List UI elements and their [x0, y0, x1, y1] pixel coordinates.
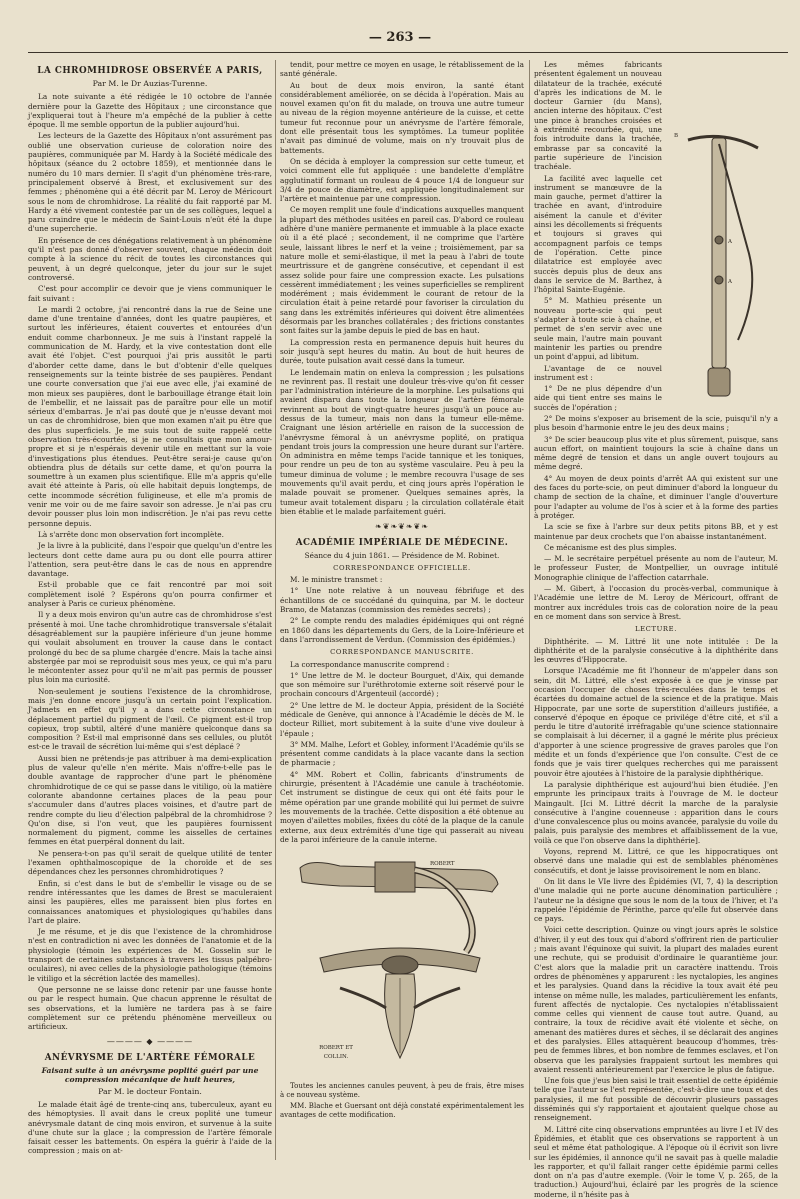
paragraph: Est-il probable que ce fait rencontré par moi soit complètement isolé ? Espérons qu'on pourra confirmer et analyser à Paris ce curieux phénomène. [28, 580, 272, 609]
paragraph: Ne pensera-t-on pas qu'il serait de quelque utilité de tenter l'examen ophthalmoscopique de la choroïde et de ses dépendances chez les personnes chromhidrotiques ? [28, 848, 272, 877]
paragraph: La scie se fixe à l'arbre sur deux petits pitons BB, et y est maintenue par deux crochets que l'on abaisse instantanément. [534, 522, 778, 541]
paragraph: 4° MM. Robert et Collin, fabricants d'instruments de chirurgie, présentent à l'Académie une canule à trachéotomie. Cet instrument se distingue de ceux qui ont été faits pour le même opération par une grande mobilité qui lui permet de suivre les mouvements de la trachée. Cette disposition a été obtenue au moyen d'ailettes mobiles, fixées du côté de la plaque de la canule externe, aux deux extrémités d'une tige qui passerait au niveau de la paroi inférieure de la canule interne. [280, 769, 524, 844]
paragraph: Lorsque l'Académie me fit l'honneur de m'appeler dans son sein, dit M. Littré, elle s'est exposée à ce que je vinsse par occasion l'occuper de choses très-reculées dans le temps et écartées du domaine actuel de la science et de la pratique. Mais Hippocrate, par une sorte de superstition d'ailleurs justifiée, a conservé d'époque en époque ce privilége d'être cité, et s'il a perdu le titre d'autorité irréfragable qu'une science stationnaire se complaisait à lui décerner, il a gagné le mérite plus précieux d'apporter à une science progressive de graves paroles que l'on médite et un fonds d'expérience que l'on consulte. C'est de ce fonds que je vais tirer quelques recherches qui me paraissent pouvoir être ajoutées à l'histoire de la paralysie diphthérique. [534, 666, 778, 778]
paragraph: On lit dans le VIe livre des Épidémies (VI, 7, 4) la description d'une maladie qui ne porte aucune dénomination particulière ; l'auteur ne la désigne que sous le nom de la toux de l'hiver, et l'a rappelée l'épidémie de Périnthe, parce qu'elle fut observée dans ce pays. [534, 876, 778, 924]
paragraph: Voyons, reprend M. Littré, ce que les hippocratiques ont observé dans une maladie qui est de semblables phénomènes consécutifs, et dont je laisse provisoirement le nom en blanc. [534, 847, 778, 875]
paragraph: Là s'arrête donc mon observation fort incomplète. [38, 529, 224, 539]
paragraph: Le lendemain matin on enleva la compression ; les pulsations ne revinrent pas. Il restait une douleur très-vive qu'on fit cesser par l'administration intérieure de la morphine. Les pulsations qui avaient disparu dans toute la longueur de l'artère fémorale revinrent au bout de vingt-quatre heures jusqu'à un pouce au-dessus de la tumeur, mais non dans la tumeur elle-même. Craignant une lésion artérielle en raison de la succession de l'anévrysme fémoral à un anévrysme poplité, on pratiqua pendant trois jours la compression une heure durant sur l'artère. On administra en même temps l'acide tannique et les toniques, pour rendre un peu de ton au système vasculaire. Peu à peu la tumeur diminua de volume ; le membre recouvra l'usage de ses mouvements qu'il avait perdu, et cinq jours après l'opération le malade pouvait se promener. Quelques semaines après, la tumeur avait totalement disparu ; la circulation collatérale était bien établie et le malade parfaitement guéri. [280, 367, 524, 516]
paragraph: La correspondance manuscrite comprend : [290, 659, 450, 669]
seance-line: Séance du 4 juin 1861. — Présidence de M. Robinet. [304, 550, 500, 560]
figure-label: B [673, 133, 678, 139]
article-body [280, 60, 524, 516]
caption-line: Toutes les anciennes canules peuvent, à peu de frais, être mises à ce nouveau système. [280, 1082, 524, 1100]
paragraph: C'est pour accomplir ce devoir que je viens communiquer le fait suivant : [28, 284, 272, 303]
paragraph: M. Littré cite cinq observations empruntées au livre I et IV des Épidémies, et établit que ces observations se rapportent à un seul et même état pathologique. A l'époque où il écrivit son livre sur les épidémies, il annonce qu'il ne savait pas à quelle maladie les rapporter, et qu'il fallait ranger cette épidémie parmi celles dont on n'a pas d'autre exemple. (Voir le tome V, p. 265, de la traduction.) Aujourd'hui, éclairé par les progrès de la science moderne, il n'hésite pas à [534, 1124, 778, 1199]
paragraph: On se décida à employer la compression sur cette tumeur, et voici comment elle fut appliquée : une bandelette d'emplâtre agglutinatif formant un rouleau de 4 pouce 1/4 de longueur sur 3/4 de pouce de diamètre, est appliquée longitudinalement sur l'artère et maintenue par une compression. [280, 156, 524, 204]
paragraph: — M. le secrétaire perpétuel présente au nom de l'auteur, M. le professeur Fuster, de Montpellier, un ouvrage intitulé Monographie clinique de l'affection catarrhale. [534, 554, 778, 582]
column-divider [529, 60, 530, 1160]
ornament-rule: ———— ◆ ———— [106, 1037, 194, 1047]
paragraph: 3° MM. Malhe, Lefort et Gobley, informent l'Académie qu'ils se présentent comme candidats à la place vacante dans la section de pharmacie ; [280, 739, 524, 768]
paragraph: Je me résume, et je dis que l'existence de la chromhidrose n'est en contradiction ni avec les données de l'anatomie et de la physiologie (témoin les expériences de M. Gosselin sur le transport de certaines substances à travers les tissus palpébro-oculaires), ni avec celles de la physiologie pathologique (témoins le vitiligo et la sécrétion lactée des mamelles). [28, 927, 272, 983]
paragraph: Aussi bien ne prétends-je pas attribuer à ma demi-explication plus de valeur qu'elle n'en mérite. Mais n'offre-t-elle pas le double avantage de rapprocher d'une part le phénomène chromhidrotique de ce qui se passe dans le vitiligo, où la matière colorante abandonne certaines places de la peau pour s'accumuler dans d'autres places voisines, et d'autre part de rendre compte du lieu d'élection palpébral de la chromhidrose ? Qu'on dise, si l'on veut, que les paupières fournissent normalement du pigment, comme les aisselles de certaines femmes en état puerpéral donnent du lait. [28, 753, 272, 847]
paragraph: 2° De moins s'exposer au brisement de la scie, puisqu'il n'y a plus besoin d'harmonie entre le jeu des deux mains ; [534, 413, 778, 433]
saw-section [534, 60, 778, 621]
paragraph: Au bout de deux mois environ, la santé étant considérablement améliorée, on se décida à l'opération. Mais au nouvel examen qu'on fit du malade, on trouva une autre tumeur au niveau de la région moyenne antérieure de la cuisse, et cette tumeur fut reconnue pour un anévrysme de l'artère fémorale, dont elle présentait tous les symptômes. La tumeur poplitée n'avait pas diminué de volume, mais on n'y trouvait plus de battements. [280, 80, 524, 155]
paragraph: Le mardi 2 octobre, j'ai rencontré dans la rue de Seine une dame d'une trentaine d'années, dont les quatre paupières, et surtout les inférieures, étaient couvertes et entourées d'un enduit comme charbonneux. Je me suis à l'instant rappelé la communication de M. Hardy, et la vive contestation dont elle avait été l'objet. C'est pourquoi j'ai pris aussitôt le parti d'aborder cette dame, dans le but d'obtenir d'elle quelques renseignements sur la teinte bistrée de ses paupières. Pendant une courte conversation que j'ai eue avec elle, j'ai examiné de mon mieux ses paupières, dont le barbouillage étrange était loin de l'embellir, et ne laissait pas de paraître pour elle un motif sérieux d'embarras. Je n'ai pas douté que je n'eusse devant moi un cas de chromhidrose, bien que mon examen n'ait pu être que des plus superficiels. Je me suis tout de suite rappelé cette observation très-écourtée, si je ne consultais que mon amour-propre et si je n'espérais devenir utile en mettant sur la voie d'investigations plus étendues. Peut-être serai-je cause qu'on obtiendra plus de détails sur cette dame, et qu'on pourra la soumettre à un examen plus scientifique. Elle m'a appris qu'elle avait été atteinte à Paris, où elle habitait depuis longtemps, de cette incommode sécrétion fuligineuse, et elle m'a promis de venir me voir ou de me faire savoir son adresse. Je n'ai pas cru devoir pousser plus loin mon indiscrétion. Je n'ai pas revu cette personne depuis. [28, 304, 272, 528]
column-1 [28, 60, 272, 1168]
paragraph: 2° Une lettre de M. le docteur Appia, président de la Société médicale de Genève, qui annonce à l'Académie le décès de M. le docteur Rilliet, mort subitement à la suite d'une vive douleur à l'épaule ; [280, 700, 524, 738]
article-body [534, 637, 778, 1199]
paragraph: — M. Gibert, à l'occasion du procès-verbal, communique à l'Académie une lettre de M. Leroy de Méricourt, offrant de montrer aux incrédules trois cas de coloration noire de la peau en ce moment dans son service à Brest. [534, 584, 778, 621]
figure-label: A [728, 279, 732, 285]
figure-label: ROBERT [430, 861, 455, 868]
paragraph: 3° De scier beaucoup plus vite et plus sûrement, puisque, sans aucun effort, on maintient toujours la scie à chaîne dans un même degré de tension et dans un angle ouvert toujours au même degré. [534, 434, 778, 472]
paragraph: La compression resta en permanence depuis huit heures du soir jusqu'à sept heures du matin. Au bout de huit heures de durée, toute pulsation avait cessé dans la tumeur. [280, 337, 524, 366]
paragraph: Voici cette description. Quinze ou vingt jours après le solstice d'hiver, il y eut des toux qui d'abord s'offrirent rien de particulier ; mais avant l'équinoxe qui suivit, la plupart des malades eurent une rechute, qui se produisit d'ordinaire le quarantième jour. C'est alors que la maladie prit un caractère inattendu. Trois ordres de phénomènes y apparurent : les nyctalopies, les angines et les paralysies. Quand dans la récidive la toux avait été peu intense on même nulle, les malades, particulièrement les enfants, furent affectés de nyctalopie. Ces nyctalopies n'établissaient comme celles qui viennent de cause tout autre. Quand, au contraire, la toux de récidive avait été violente et sèche, on amenant des matières dures et sèches, il se déclarait des angines et des paralysies. Elles attaquèrent beaucoup d'hommes, très-peu de femmes libres, et bon nombre de femmes esclaves, et l'on observa que les paralysies frappaient surtout les membres qui avaient ressenti antérieurement par l'exercice le plus de fatigue. [534, 925, 778, 1074]
article-body [28, 1100, 272, 1156]
page-number: — 263 — [368, 30, 432, 45]
paragraph: tendit, pour mettre ce moyen en usage, le rétablissement de la santé générale. [280, 60, 524, 79]
section-title-academie: ACADÉMIE IMPÉRIALE DE MÉDECINE. [295, 537, 509, 548]
paragraph: Il y a deux mois environ qu'un autre cas de chromhidrose s'est présenté à moi. Une tache chromhidrotique transversale s'étalait désagréablement sur la paupière inférieure d'un jeune homme qui voulait absolument en trouver la cause dans le contact prolongé du bec de sa plume chargée d'encre. Mais la tache ainsi abstergée par moi se reproduisit sous mes yeux, ce qui m'a paru le mécontenter assez pour qu'il ne m'ait pas permis de pousser plus loin ma curiosité. [28, 610, 272, 685]
section-heading: LECTURE. [635, 625, 677, 634]
paragraph: Une fois que j'eus bien saisi le trait essentiel de cette épidémie telle que l'auteur se l'est représentée, c'est-à-dire une toux et des paralysies, il me fut possible de découvrir plusieurs passages disséminés qui s'y rapportaient et ajoutaient quelque chose au renseignement. [534, 1076, 778, 1123]
ornament: ❧❦❧❦❧❦❧ [375, 522, 429, 532]
article-body [280, 575, 524, 644]
paragraph: Diphthérite. — M. Littré lit une note intitulée : De la diphthérite et de la paralysie consécutive à la diphthérite dans les œuvres d'Hippocrate. [534, 636, 778, 665]
byline: Par M. le Dr Auzias-Turenne. [92, 79, 208, 88]
top-rule [28, 52, 788, 53]
byline: Par M. le docteur Fontain. [98, 1086, 202, 1096]
paragraph: 1° Une lettre de M. le docteur Bourguet, d'Aix, qui demande que son mémoire sur l'uréthrotomie externe soit réservé pour le prochain concours d'Argenteuil (accordé) ; [280, 670, 524, 699]
paragraph: Non-seulement je soutiens l'existence de la chromhidrose, mais j'en donne encore jusqu'à un certain point l'explication. J'admets en effet qu'il y a dans cette circonstance un déplacement partiel du pigment de l'œil. Ce pigment est-il trop copieux, trop subtil, altéré d'une manière quelconque dans sa composition ? Est-il mal emprisonné dans ses cellules, ou plutôt est-ce le travail de sécrétion lui-même qui s'est déplacé ? [28, 686, 272, 752]
figure-label: ROBERT ET COLLIN. [319, 1045, 353, 1061]
paragraph: Le malade était âgé de trente-cinq ans, tuberculeux, ayant eu des hémoptysies. Il avait dans le creux poplité une tumeur anévrysmale datant de cinq mois environ, et survenue à la suite d'une chute sur la glace ; la compression de l'artère fémorale faisait cesser les battements. On espéra la guérir à l'aide de la compression ; mais on at- [28, 1099, 272, 1156]
column-divider [275, 60, 276, 1160]
article-body [28, 92, 272, 1031]
section-heading: CORRESPONDANCE MANUSCRITE. [330, 648, 474, 657]
paragraph: 1° De ne plus dépendre d'un aide qui tient entre ses mains le succès de l'opération ; [534, 384, 662, 412]
paragraph: Ce moyen remplit une foule d'indications auxquelles manquent la plupart des méthodes usitées en pareil cas. D'abord ce rouleau adhère d'une manière permanente et immuable à la place exacte où il a été placé ; secondement, il ne comprime que l'artère seule, laissant libres le nerf et la veine ; troisièmement, par sa nature molle et semi-élastique, il met la peau à l'abri de toute meurtrissure et de gangrène consécutive, et cependant il est assez solide pour faire une compression exacte. Les pulsations cessèrent immédiatement ; les veines superficielles se remplirent modérément ; mais évidemment le courant de retour de la circulation était à peine retardé pour favoriser la circulation du sang dans les extrémités inférieures qui doivent être alimentées désormais par les branches collatérales ; des frictions constantes sont faites sur la jambe depuis le pied de bas en haut. [280, 205, 524, 336]
paragraph: 4° Au moyen de deux points d'arrêt AA qui existent sur une des faces du porte-scie, on peut diminuer d'abord la longueur du champ de section de la chaîne, et diminuer l'angle d'ouverture pour l'adapter au volume de l'os à scier et à la forme des parties à protéger. [534, 473, 778, 520]
paragraph: Les lecteurs de la Gazette des Hôpitaux n'ont assurément pas oublié une observation curieuse de coloration noire des paupières, communiquée par M. Hardy à la Société médicale des hôpitaux (séance du 2 octobre 1859), et mentionnée dans le numéro du 10 mars dernier. Il s'agit d'un phénomène très-rare, principalement observé à Brest, et exclusivement sur des femmes ; phénomène qui a été décrit par M. Leroy de Méricourt sous le nom de chromhidrose. La réalité du fait rapporté par M. Hardy a été vivement contestée par un de ses collègues, lequel a paru craindre que le médecin de Saint-Louis n'eût été la dupe d'une supercherie. [28, 131, 272, 234]
paragraph: Enfin, si c'est dans le but de s'embellir le visage ou de se rendre intéressantes que les dames de Brest se maculeraient ainsi les paupières, elles me paraissent bien plus fortes en connaissances anatomiques et physiologiques qu'habiles dans l'art de plaire. [28, 878, 272, 925]
paragraph: La facilité avec laquelle cet instrument se manœuvre de la main gauche, permet d'attirer la trachée en avant, d'introduire aisément la canule et d'éviter ainsi les décollements si fréquents et toujours si graves qui accompagnent parfois ce temps de l'opération. Cette pince dilatatrice est employée avec succès depuis plus de deux ans dans le service de M. Barthez, à l'hôpital Sainte-Eugénie. [534, 173, 662, 295]
paragraph: 2° Le compte rendu des maladies épidémiques qui ont régné en 1860 dans les départements du Gers, de la Loire-Inférieure et dans l'arrondissement de Verdun. (Commission des épidémies.) [280, 616, 524, 644]
column-3 [534, 60, 778, 1199]
paragraph: M. le ministre transmet : [290, 575, 383, 585]
paragraph: La note suivante a été rédigée le 10 octobre de l'année dernière pour la Gazette des Hôpitaux ; une circonstance que j'expliquerai tout à l'heure m'a empêché de la publier à cette époque. Il me semble opportun de la publier aujourd'hui. [28, 92, 272, 130]
paragraph: En présence de ces dénégations relativement à un phénomène qu'il n'est pas donné d'observer souvent, chaque médecin doit compte à la science du récit de toutes les circonstances qui peuvent, à un degré quelconque, jeter du jour sur le sujet controversé. [28, 235, 272, 282]
saw-holder-engraving [668, 130, 778, 400]
article-title-chromhidrose: LA CHROMHIDROSE OBSERVÉE A PARIS, [37, 66, 263, 76]
figure-label: A [728, 239, 732, 245]
article-title-anevrysme: ANÉVRYSME DE L'ARTÈRE FÉMORALE [44, 1052, 256, 1063]
paragraph: Que personne ne se laisse donc retenir par une fausse honte ou par le respect humain. Que chacun apprenne le résultat de ses observations, et la lumière ne tardera pas à se faire complètement sur ce prétendu phénomène merveilleux ou artificieux. [28, 984, 272, 1032]
paragraph: Les mêmes fabricants présentent également un nouveau dilatateur de la trachée, exécuté d'après les indications de M. le docteur Garnier (du Mans), ancien interne des hôpitaux. C'est une pince à branches croisées et à extrémité recourbée, qui, une fois introduite dans la trachée, embrasse par sa concavité la partie supérieure de l'incision trachéale. [534, 60, 662, 172]
figure-caption [280, 1082, 524, 1120]
canula-illustration [280, 848, 524, 1078]
caption-line: MM. Blache et Guersant ont déjà constaté expérimentalement les avantages de cette modification. [280, 1102, 524, 1120]
column-2 [280, 60, 524, 1168]
paragraph: La paralysie diphthérique est aujourd'hui bien étudiée. J'en emprunte les principaux traits à l'ouvrage de M. le docteur Maingault. [Ici M. Littré décrit la marche de la paralysie consécutive à l'angine couenneuse : apparition dans le cours d'une convalescence plus ou moins avancée, paralysie du voile du palais, puis paralysie des membres et affaiblissement de la vue, voilà ce que l'on observe dans la diphthérie]. [534, 779, 778, 845]
article-body [280, 660, 524, 845]
paragraph: Je la livre à la publicité, dans l'espoir que quelqu'un d'entre les lecteurs dont cette dame aura pu ou dont elle pourra attirer l'attention, sera peut-être dans le cas de nous en apprendre davantage. [28, 541, 272, 579]
paragraph: L'avantage de ce nouvel instrument est : [534, 363, 662, 382]
section-heading: CORRESPONDANCE OFFICIELLE. [333, 563, 471, 572]
paragraph: Ce mécanisme est des plus simples. [544, 542, 677, 552]
article-subtitle: Faisant suite à un anévrysme poplité guéri par une compression mécanique de huit heures, [41, 1065, 259, 1085]
paragraph: 1° Une note relative à un nouveau fébrifuge et des échantillons de ce succédané du quinquina, par M. le docteur Bramo, de Matanzas (commission des remèdes secrets) ; [280, 586, 524, 615]
paragraph: 5° M. Mathieu présente un nouveau porte-scie qui peut s'adapter à toute scie à chaîne, et permet de s'en servir avec une seule main, l'autre main pouvant maintenir les parties ou prendre un point d'appui, ad libitum. [534, 296, 662, 362]
